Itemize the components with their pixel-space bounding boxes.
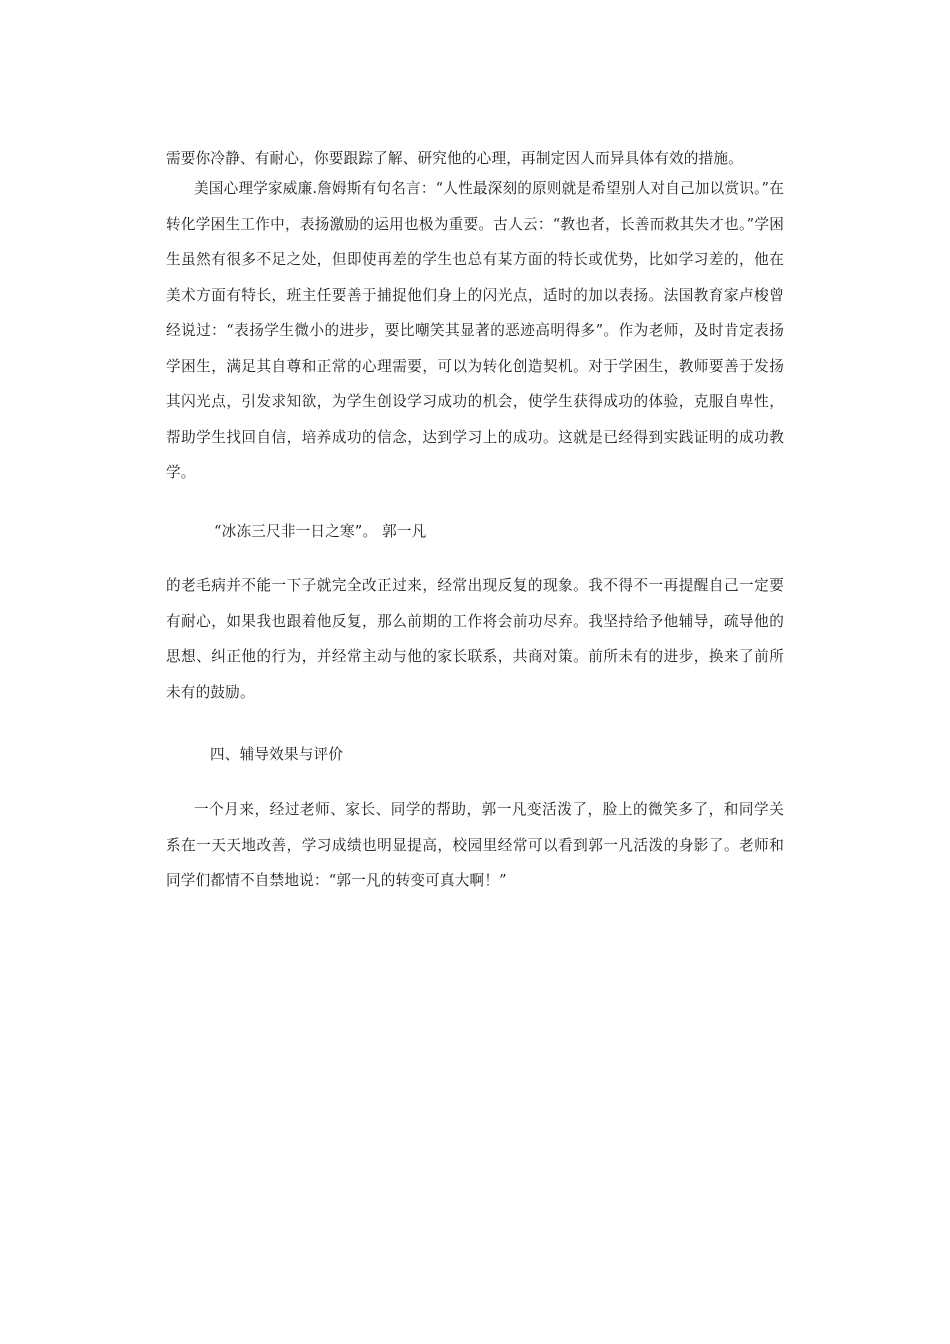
paragraph-outcome: 一个月来，经过老师、家长、同学的帮助，郭一凡变活泼了，脸上的微笑多了，和同学关系在一天天地改善，学习成绩也明显提高，校园里经常可以看到郭一凡活泼的身影了。老师和同学们都情不自禁地说：“郭一凡的转变可真大啊！” <box>166 801 784 889</box>
paragraph-praise-encouragement: 美国心理学家威廉.詹姆斯有句名言：“人性最深刻的原则就是希望别人对自己加以赏识。”在转化学困生工作中，表扬激励的运用也极为重要。古人云：“教也者，长善而救其失才也。”学困生虽然有很多不足之处，但即使再差的学生也总有某方面的特长或优势，比如学习差的，他在美术方面有特长，班主任要善于捕捉他们身上的闪光点，适时的加以表扬。法国教育家卢梭曾经说过：“表扬学生微小的进步，要比嘲笑其显著的恶迹高明得多”。作为老师，及时肯定表扬学困生，满足其自尊和正常的心理需要，可以为转化创造契机。对于学困生，教师要善于发扬其闪光点，引发求知欲，为学生创设学习成功的机会，使学生获得成功的体验，克服自卑性，帮助学生找回自信，培养成功的信念，达到学习上的成功。这就是已经得到实践证明的成功教学。 <box>166 180 784 481</box>
paragraph-relapse-patience: 的老毛病并不能一下子就完全改正过来，经常出现反复的现象。我不得不一再提醒自己一定要有耐心，如果我也跟着他反复，那么前期的工作将会前功尽弃。我坚持给予他辅导，疏导他的思想、纠正他的行为，并经常主动与他的家长联系，共商对策。前所未有的进步，换来了前所未有的鼓励。 <box>166 577 784 701</box>
paragraph-continuation: 需要你冷静、有耐心，你要跟踪了解、研究他的心理，再制定因人而异具体有效的措施。 <box>166 150 743 167</box>
paragraph-proverb-line: “冰冻三尺非一日之寒”。 郭一凡 <box>214 523 427 540</box>
section-heading-effect-evaluation: 四、辅导效果与评价 <box>210 746 344 763</box>
